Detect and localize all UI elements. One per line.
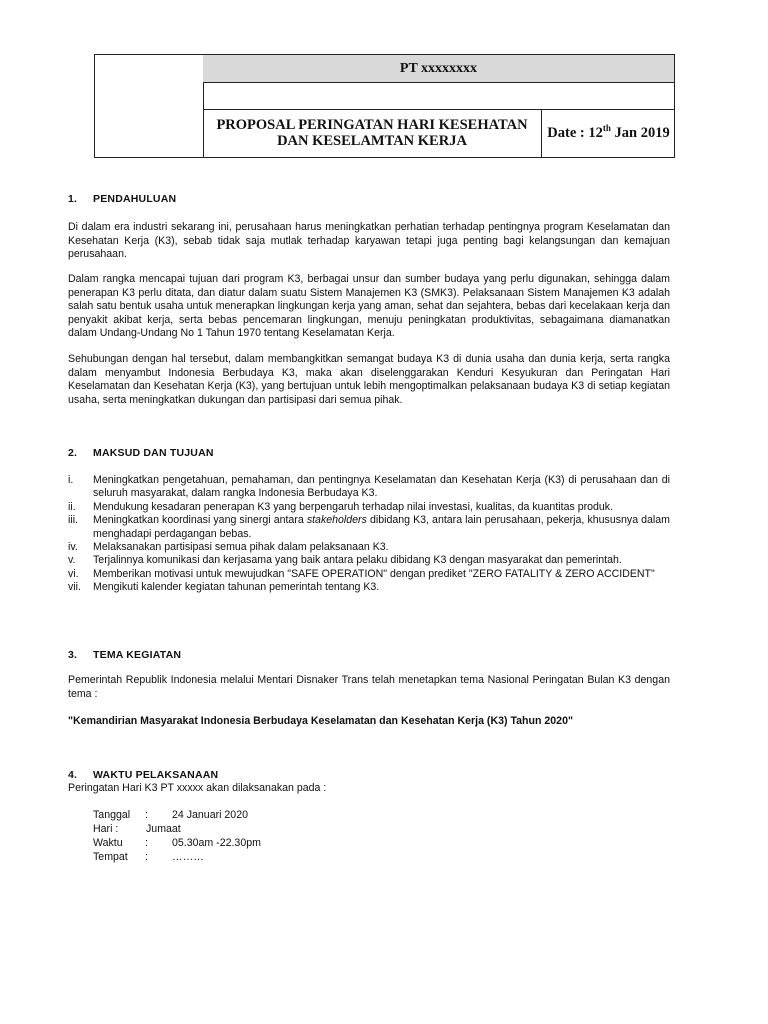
- company-name: PT xxxxxxxx: [203, 55, 674, 83]
- list-item: [68, 581, 670, 594]
- schedule-value: 24 Januari 2020: [172, 809, 248, 821]
- schedule-key: Tempat: [93, 851, 128, 863]
- schedule-key: Hari :: [93, 823, 119, 835]
- section-2-heading: [68, 447, 214, 459]
- document-title: [203, 110, 542, 157]
- document-date: [543, 110, 674, 157]
- schedule-row-place: [93, 850, 261, 864]
- section-1-paragraph-1: Di dalam era industri sekarang ini, perusahaan harus meningkatkan perhatian terhadap pentingnya program Keselamatan dan Kesehatan Kerja (K3), sebab tidak saja mutlak terhadap karyawan tetapi juga penting bagi kelangsungan dan kemajuan perusahaan.: [68, 221, 670, 260]
- schedule-value: Jumaat: [146, 823, 181, 835]
- item-text-post: dibidang K3, antara lain perusahaan, pekerja, khususnya dalam menghadapi perdagangan bebas.: [93, 514, 671, 540]
- list-item: [68, 501, 670, 514]
- section-title: PENDAHULUAN: [93, 193, 177, 205]
- schedule-colon: :: [145, 809, 148, 821]
- section-number: 1.: [68, 193, 78, 205]
- section-3-heading: [68, 649, 181, 661]
- section-number: 2.: [68, 447, 78, 459]
- title-line-1: PROPOSAL PERINGATAN HARI KESEHATAN: [216, 117, 528, 133]
- section-number: 4.: [68, 769, 78, 781]
- schedule-value: ………: [172, 851, 204, 863]
- theme-statement: "Kemandirian Masyarakat Indonesia Berbudaya Keselamatan dan Kesehatan Kerja (K3) Tahun 2020": [68, 715, 573, 727]
- list-item: [68, 514, 670, 541]
- item-text: Terjalinnya komunikasi dan kerjasama yang baik antara pelaku dibidang K3 dengan masyarakat dan pemerintah.: [93, 554, 622, 567]
- item-text: Meningkatkan pengetahuan, pemahaman, dan pentingnya Keselamatan dan Kesehatan Kerja (K3) di perusahaan dan di seluruh masyarakat, dalam rangka Indonesia Berbudaya K3.: [93, 474, 670, 500]
- section-number: 3.: [68, 649, 78, 661]
- section-4-heading: [68, 769, 218, 781]
- schedule-key: Waktu: [93, 837, 123, 849]
- section-4-intro: Peringatan Hari K3 PT xxxxx akan dilaksanakan pada :: [68, 782, 327, 794]
- schedule-table: [93, 808, 261, 864]
- item-text: [93, 514, 670, 541]
- date-prefix: Date : 12: [547, 125, 603, 141]
- item-number: v.: [68, 554, 76, 567]
- list-item: [68, 568, 670, 581]
- item-number: i.: [68, 474, 74, 486]
- list-item: [68, 474, 670, 501]
- logo-cell: [95, 55, 204, 157]
- section-1-paragraph-2: Dalam rangka mencapai tujuan dari program K3, berbagai unsur dan sumber budaya yang perlu digunakan, sehingga dalam penerapan K3 perlu ditata, dan diatur dalam suatu Sistem Manajemen K3 (SMK3). Pelaksanaan Sistem Manajemen K3 adalah salah satu bentuk usaha untuk menerapkan lingkungan kerja yang aman, sehat dan sejahtera, bebas dari kecelakaan kerja dan penyakit akibat kerja, serta bebas pencemaran lingkungan, menuju peningkatan produktivitas, sebagaimana diamanatkan dalam Undang-Undang No 1 Tahun 1970 tentang Keselamatan Kerja.: [68, 273, 670, 339]
- blank-row: [203, 82, 674, 110]
- item-text: Mendukung kesadaran penerapan K3 yang berpengaruh terhadap nilai investasi, kualitas, da kuantitas produk.: [93, 500, 614, 513]
- schedule-key: Tanggal: [93, 809, 131, 821]
- schedule-colon: :: [145, 851, 148, 863]
- item-number: ii.: [68, 500, 76, 513]
- section-1-paragraph-3: Sehubungan dengan hal tersebut, dalam membangkitkan semangat budaya K3 di dunia usaha dan dunia kerja, serta rangka dalam menyambut Indonesia Berbudaya K3, maka akan diselenggarakan Kenduri Kesyukuran dan Peringatan Hari Keselamatan dan Kesehatan Kerja (K3), yang bertujuan untuk lebih mengoptimalkan pelaksanaan budaya K3 di setiap kegiatan usaha, serta meningkatkan dukungan dan partisipasi dari semua pihak.: [68, 353, 670, 406]
- item-text-emphasis: stakeholders: [306, 514, 367, 527]
- item-number: vi.: [68, 567, 79, 580]
- schedule-colon: :: [145, 837, 148, 849]
- header-table: [94, 54, 675, 158]
- item-text: Memberikan motivasi untuk mewujudkan "SAFE OPERATION" dengan prediket "ZERO FATALITY & ZERO ACCIDENT": [93, 567, 655, 580]
- item-text: Mengikuti kalender kegiatan tahunan pemerintah tentang K3.: [93, 581, 380, 594]
- item-text-pre: Meningkatkan koordinasi yang sinergi antara: [93, 514, 307, 527]
- list-item: [68, 541, 670, 554]
- schedule-row-date: [93, 808, 261, 822]
- item-number: iv.: [68, 541, 78, 554]
- section-title: MAKSUD DAN TUJUAN: [93, 447, 214, 459]
- title-line-2: DAN KESELAMTAN KERJA: [277, 133, 467, 149]
- date-superscript: th: [602, 123, 611, 134]
- section-title: WAKTU PELAKSANAAN: [93, 769, 219, 781]
- objectives-list: [68, 474, 670, 595]
- section-title: TEMA KEGIATAN: [93, 649, 182, 661]
- item-number: iii.: [68, 514, 79, 527]
- schedule-value: 05.30am -22.30pm: [172, 837, 261, 849]
- schedule-row-time: [93, 836, 261, 850]
- schedule-row-day: [93, 822, 261, 836]
- item-number: vii.: [68, 581, 81, 594]
- section-1-heading: [68, 193, 176, 205]
- section-3-paragraph: Pemerintah Republik Indonesia melalui Mentari Disnaker Trans telah menetapkan tema Nasional Peringatan Bulan K3 dengan tema :: [68, 674, 670, 700]
- list-item: [68, 554, 670, 567]
- item-text: Melaksanakan partisipasi semua pihak dalam pelaksanaan K3.: [93, 541, 389, 554]
- date-suffix: Jan 2019: [610, 125, 670, 141]
